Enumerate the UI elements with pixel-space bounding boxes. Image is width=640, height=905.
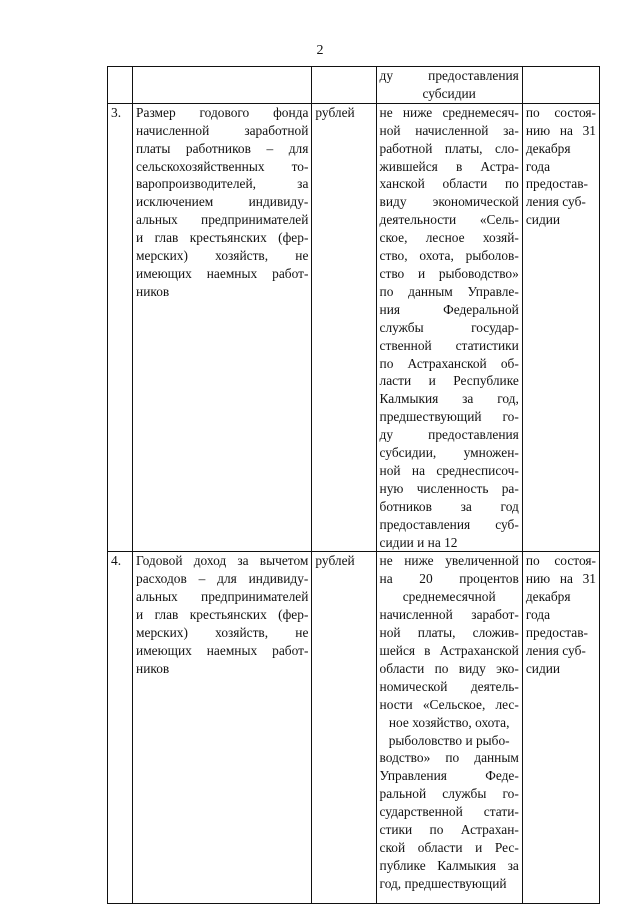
- cell-unit: [312, 67, 376, 104]
- text-line: области по виду эко-: [379, 660, 519, 676]
- text-line: стики по Астрахан-: [379, 822, 519, 838]
- text-line: ной начисленной за-: [379, 122, 519, 138]
- table-row: [108, 103, 600, 552]
- text-line: ной платы, сложив-: [379, 625, 519, 641]
- text-line: ральной службы го-: [379, 786, 519, 802]
- text-line: года: [525, 607, 551, 623]
- text-line: исключением индивиду-: [136, 194, 309, 210]
- text-line: сельскохозяйственных то-: [136, 158, 309, 174]
- text-line: ское, лесное хозяй-: [379, 230, 519, 246]
- text-line: ления суб-: [525, 194, 586, 210]
- text-line: ное хозяйство, охота,: [388, 714, 510, 730]
- text-line: платы работников – для: [136, 140, 309, 156]
- text-line: среднемесячной: [402, 589, 496, 605]
- text-line: декабря: [525, 589, 571, 605]
- text-line: виду экономической: [379, 194, 519, 210]
- text-line: предостав-: [525, 176, 588, 192]
- text-line: ботников за год: [379, 498, 519, 514]
- text-line: альных предпринимателей: [136, 212, 309, 228]
- text-line: публике Калмыкия за: [379, 857, 519, 873]
- text-line: мерских) хозяйств, не: [136, 625, 309, 641]
- text-line: ду предоставления: [379, 68, 519, 83]
- text-line: по состоя-: [525, 553, 596, 569]
- text-line: сударственной стати-: [379, 804, 519, 820]
- cell-value: [376, 552, 522, 904]
- text-line: ников: [136, 660, 170, 676]
- cell-value: [376, 67, 522, 104]
- cell-name: [133, 552, 312, 904]
- text-line: расходов – для индивиду-: [136, 571, 309, 587]
- cell-name: [133, 67, 312, 104]
- text-line: ской области и Рес-: [379, 839, 519, 855]
- cell-number: 3.: [108, 103, 133, 552]
- text-line: начисленной заработ-: [379, 607, 519, 623]
- table-row-continuation: [108, 67, 600, 104]
- text-line: предшествующий го-: [379, 409, 519, 425]
- text-line: Годовой доход за вычетом: [136, 553, 309, 569]
- cell-date: [522, 552, 599, 904]
- text-line: год, предшествующий: [379, 875, 507, 891]
- text-line: Управления Феде-: [379, 768, 519, 784]
- text-line: ления суб-: [525, 643, 586, 658]
- text-line: субсидии, умножен-: [379, 445, 519, 461]
- text-line: и глав крестьянских (фер-: [136, 607, 309, 623]
- text-line: декабря: [525, 140, 571, 156]
- text-line: Размер годового фонда: [136, 104, 309, 120]
- cell-unit: рублей: [312, 552, 376, 904]
- text-line: по Астраханской об-: [379, 355, 519, 371]
- text-line: ников: [136, 283, 170, 299]
- text-line: рыболовство и рыбо-: [388, 732, 510, 748]
- cell-date: [522, 67, 599, 104]
- text-line: по данным Управле-: [379, 283, 519, 299]
- text-line: сидии и на 12: [379, 534, 458, 550]
- text-line: на 20 процентов: [379, 571, 519, 587]
- text-line: и глав крестьянских (фер-: [136, 230, 309, 246]
- text-line: деятельности «Сель-: [379, 212, 519, 228]
- text-line: имеющих наемных работ-: [136, 265, 309, 281]
- text-line: ство и рыбоводство»: [379, 265, 519, 281]
- text-line: субсидии: [422, 85, 476, 101]
- text-line: ду предоставления: [379, 427, 519, 443]
- text-line: ласти и Республике: [379, 373, 519, 389]
- text-line: начисленной заработной: [136, 122, 309, 138]
- cell-number: [108, 67, 133, 104]
- text-line: ную численность ра-: [379, 480, 519, 496]
- text-line: сидии: [525, 212, 561, 228]
- text-line: службы государ-: [379, 319, 519, 335]
- page-number: 2: [316, 43, 324, 58]
- text-line: не ниже увеличенной: [379, 553, 519, 569]
- cell-date: [522, 103, 599, 552]
- text-line: по состоя-: [525, 104, 596, 120]
- text-line: шейся в Астраханской: [379, 643, 519, 658]
- text-line: нию на 31: [525, 571, 596, 587]
- cell-value: [376, 103, 522, 552]
- text-line: нию на 31: [525, 122, 596, 138]
- text-line: альных предпринимателей: [136, 589, 309, 605]
- text-line: Калмыкия за год,: [379, 391, 519, 407]
- text-line: мерских) хозяйств, не: [136, 248, 309, 264]
- text-line: водство» по данным: [379, 750, 519, 766]
- text-line: предостав-: [525, 625, 588, 641]
- text-line: работной платы, сло-: [379, 140, 519, 156]
- text-line: не ниже среднемесяч-: [379, 104, 519, 120]
- cell-name: [133, 103, 312, 552]
- text-line: варопроизводителей, за: [136, 176, 309, 192]
- text-line: ния Федеральной: [379, 301, 519, 317]
- text-line: сидии: [525, 660, 561, 676]
- text-line: ной на среднесписоч-: [379, 462, 519, 478]
- text-line: номической деятель-: [379, 678, 519, 694]
- cell-unit: рублей: [312, 103, 376, 552]
- text-line: имеющих наемных работ-: [136, 643, 309, 658]
- text-line: ности «Сельское, лес-: [379, 696, 519, 712]
- text-line: ство, охота, рыболов-: [379, 248, 519, 264]
- criteria-table: [107, 66, 600, 904]
- text-line: ханской области по: [379, 176, 519, 192]
- text-line: ственной статистики: [379, 337, 519, 353]
- text-line: года: [525, 158, 551, 174]
- text-line: предоставления суб-: [379, 516, 519, 532]
- cell-number: 4.: [108, 552, 133, 904]
- text-line: жившейся в Астра-: [379, 158, 519, 174]
- table-row: [108, 552, 600, 904]
